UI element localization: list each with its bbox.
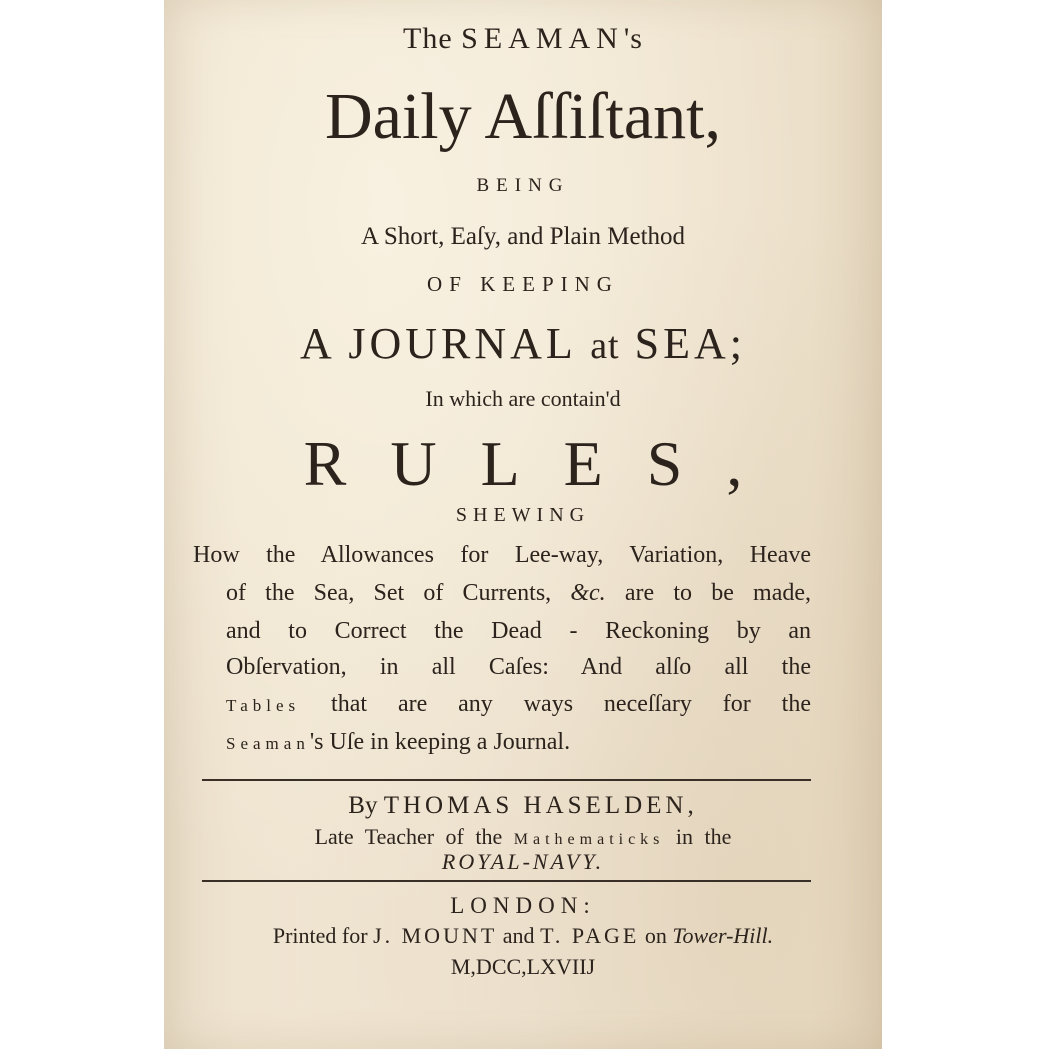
imprint-date: M,DCC,LXVIIJ bbox=[450, 954, 596, 979]
printed-place: Tower-Hill. bbox=[672, 923, 774, 948]
royal-navy-line: ROYAL-NAVY. bbox=[441, 849, 605, 874]
shewing-label: SHEWING bbox=[455, 504, 591, 526]
late-a: Late Teacher of the bbox=[314, 824, 514, 849]
author-line bbox=[164, 793, 882, 818]
title-line-1 bbox=[164, 24, 882, 54]
body-line-2 bbox=[226, 581, 811, 605]
divider-rule bbox=[202, 880, 811, 882]
author-name: THOMAS HASELDEN, bbox=[383, 792, 698, 819]
rules-heading: RULES, bbox=[303, 428, 787, 499]
journal-at: at bbox=[590, 325, 620, 367]
body-line-5-tables: Tables bbox=[226, 696, 301, 715]
author-title-line bbox=[164, 826, 882, 848]
author-by: By bbox=[348, 792, 384, 819]
title-post: 's bbox=[623, 22, 643, 55]
journal-sea: SEA; bbox=[619, 319, 746, 368]
journal-heading bbox=[164, 319, 882, 368]
printed-on: on bbox=[639, 923, 673, 948]
body-line-5 bbox=[226, 692, 811, 716]
title-page bbox=[164, 0, 882, 1049]
printed-and: and bbox=[497, 923, 541, 948]
imprint-printers bbox=[164, 925, 882, 947]
body-line-4: Obſervation, in all Caſes: And alſo all the bbox=[226, 654, 811, 680]
body-line-6-b: 's Uſe in keeping a Journal. bbox=[309, 729, 571, 755]
printer-page: T. PAGE bbox=[540, 923, 640, 948]
journal-a: A JOURNAL bbox=[300, 319, 591, 368]
title-seaman: SEAMAN bbox=[461, 22, 624, 55]
body-line-2-etc: &c. bbox=[570, 580, 606, 606]
subtitle: A Short, Eaſy, and Plain Method bbox=[360, 223, 686, 250]
of-keeping-label: OF KEEPING bbox=[427, 272, 619, 296]
late-b: in the bbox=[664, 824, 732, 849]
body-line-5-b: that are any ways neceſſary for the bbox=[300, 691, 811, 717]
title-line-2: Daily Aſſiſtant, bbox=[325, 80, 721, 153]
printer-mount: J. MOUNT bbox=[373, 923, 498, 948]
body-line-2-a: of the Sea, Set of Currents, bbox=[226, 580, 571, 606]
body-line-6-seaman: Seaman bbox=[226, 734, 310, 753]
being-label: BEING bbox=[476, 175, 570, 196]
body-line-2-b: are to be made, bbox=[605, 580, 811, 606]
body-line-6 bbox=[226, 730, 756, 754]
body-line-3: and to Correct the Dead - Reckoning by an bbox=[226, 618, 811, 644]
divider-rule bbox=[202, 779, 811, 781]
body-line-1: How the Allowances for Lee-way, Variation, Heave bbox=[193, 542, 811, 568]
title-pre: The bbox=[403, 22, 462, 55]
in-which-line: In which are contain'd bbox=[425, 386, 621, 411]
late-mathematicks: Mathematicks bbox=[513, 831, 665, 848]
imprint-city: LONDON: bbox=[450, 893, 596, 918]
printed-for: Printed for bbox=[272, 923, 374, 948]
